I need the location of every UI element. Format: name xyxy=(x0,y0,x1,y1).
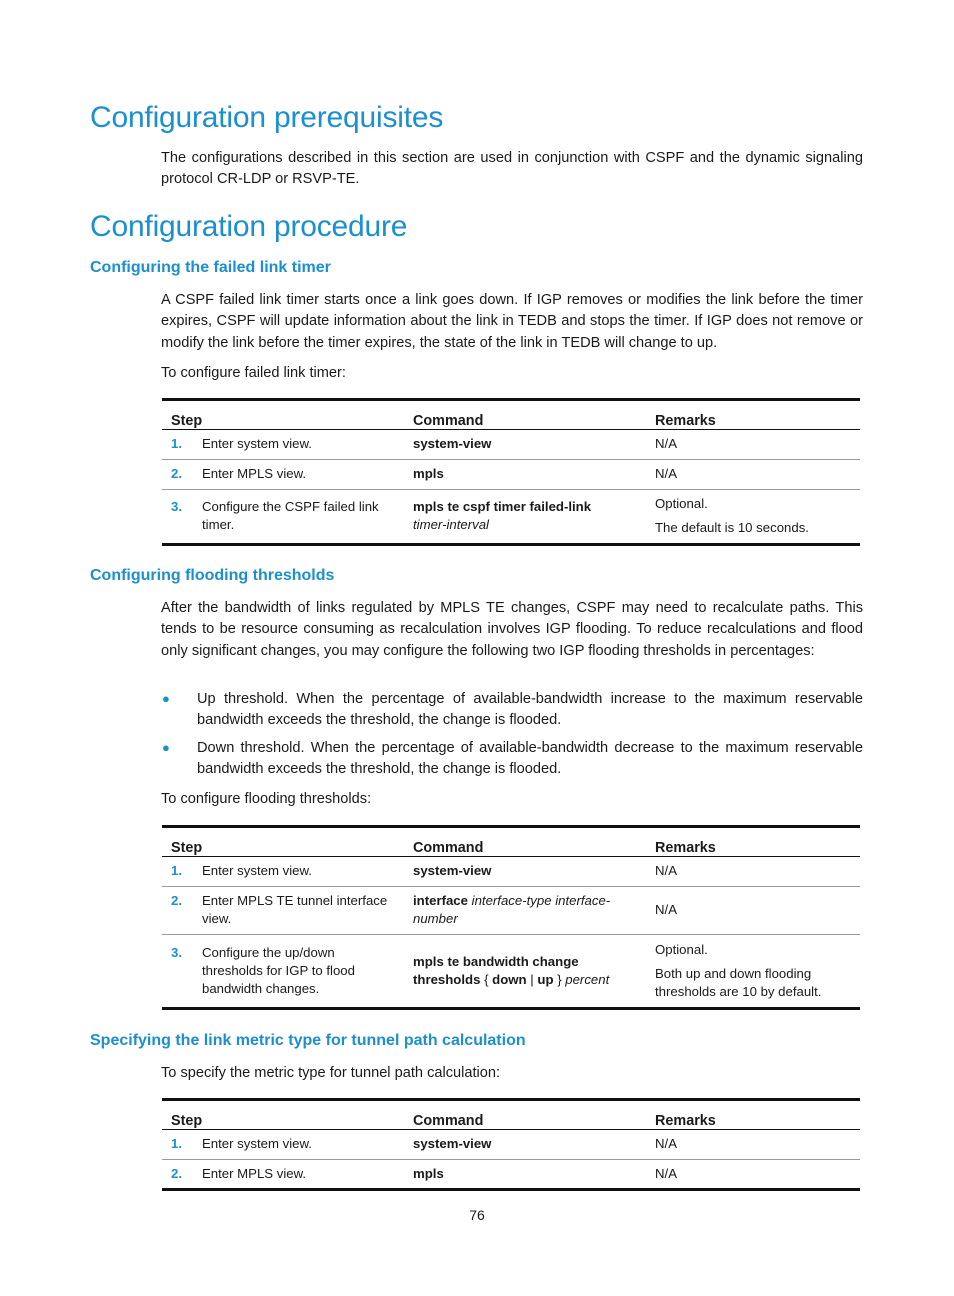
step-number: 1. xyxy=(171,436,182,451)
remarks-header: Remarks xyxy=(646,400,860,430)
bullet-item xyxy=(161,738,863,781)
step-cell xyxy=(162,1130,404,1160)
command-keyword: system-view xyxy=(413,1136,492,1151)
command-cell xyxy=(404,1130,646,1160)
step-text: Enter MPLS view. xyxy=(202,466,307,481)
command-keyword: interface xyxy=(413,893,468,908)
remarks-cell xyxy=(646,430,860,460)
bullet-text: Up threshold. When the percentage of available-bandwidth increase to the maximum reservable bandwidth exceeds the threshold, the change is flooded. xyxy=(197,691,863,729)
step-cell xyxy=(162,430,404,460)
command-argument: interface-type interface-number xyxy=(413,893,611,926)
pipe-separator: | xyxy=(530,971,534,987)
step-cell xyxy=(162,935,404,1009)
flooding-heading: Configuring flooding thresholds xyxy=(90,567,335,584)
metric-heading: Specifying the link metric type for tunnel path calculation xyxy=(90,1032,526,1049)
command-keyword: mpls te bandwidth change thresholds xyxy=(413,953,579,987)
remark-text: The default is 10 seconds. xyxy=(655,520,809,535)
command-argument: percent xyxy=(565,971,610,987)
table-header-row xyxy=(162,400,860,430)
table-row xyxy=(162,490,860,545)
remarks-cell xyxy=(646,887,860,935)
failed-link-text: A CSPF failed link timer starts once a link goes down. If IGP removes or modifies the link before the timer expires, CSPF will update information about the link in TEDB and stops the timer. If IGP does not remove or modify the link before the timer expires, the state of the link in TEDB will change to up. xyxy=(161,292,863,351)
command-cell xyxy=(404,1160,646,1190)
command-header: Command xyxy=(404,1100,646,1130)
remark-text: N/A xyxy=(655,1136,677,1151)
step-text: Configure the CSPF failed link timer. xyxy=(202,499,379,532)
remarks-cell xyxy=(646,460,860,490)
remark-text: Both up and down flooding thresholds are 10 by default. xyxy=(655,965,822,999)
step-cell xyxy=(162,1160,404,1190)
step-text: Enter system view. xyxy=(202,436,312,451)
remarks-header: Remarks xyxy=(646,1100,860,1130)
table-header-row xyxy=(162,827,860,857)
command-cell xyxy=(404,857,646,887)
command-argument: timer-interval xyxy=(413,517,489,532)
command-keyword: up xyxy=(537,971,554,987)
table-row xyxy=(162,887,860,935)
table-row xyxy=(162,1160,860,1190)
step-number: 2. xyxy=(171,893,182,908)
remarks-cell xyxy=(646,1160,860,1190)
command-cell xyxy=(404,490,646,545)
remark-text: N/A xyxy=(655,466,677,481)
prerequisites-text: The configurations described in this section are used in conjunction with CSPF and the dynamic signaling protocol CR-LDP or RSVP-TE. xyxy=(161,150,863,188)
command-keyword: down xyxy=(492,971,527,987)
remark-text: N/A xyxy=(655,436,677,451)
step-header: Step xyxy=(162,1100,404,1130)
remark-text: N/A xyxy=(655,1165,677,1181)
table-row xyxy=(162,935,860,1009)
bullet-icon: ● xyxy=(162,740,170,755)
brace-close: } xyxy=(557,971,562,987)
remarks-cell xyxy=(646,857,860,887)
step-cell xyxy=(162,460,404,490)
flooding-intro: To configure flooding thresholds: xyxy=(161,791,372,807)
failed-link-intro: To configure failed link timer: xyxy=(161,365,346,381)
remark-text: N/A xyxy=(655,863,677,878)
remarks-cell xyxy=(646,490,860,545)
brace-open: { xyxy=(484,971,489,987)
step-text: Enter system view. xyxy=(202,863,312,878)
step-text: Enter MPLS view. xyxy=(202,1165,307,1181)
metric-intro: To specify the metric type for tunnel path calculation: xyxy=(161,1065,501,1081)
step-cell xyxy=(162,857,404,887)
command-keyword: mpls xyxy=(413,466,444,481)
bullet-item xyxy=(161,689,863,732)
command-keyword: mpls te cspf timer failed-link xyxy=(413,499,592,514)
remarks-header: Remarks xyxy=(646,827,860,857)
command-keyword: system-view xyxy=(413,863,492,878)
step-text: Configure the up/down thresholds for IGP to flood bandwidth changes. xyxy=(202,944,355,996)
table-row xyxy=(162,430,860,460)
step-number: 1. xyxy=(171,863,182,878)
step-header: Step xyxy=(162,400,404,430)
bullet-text: Down threshold. When the percentage of available-bandwidth decrease to the maximum reservable bandwidth exceeds the threshold, the change is flooded. xyxy=(197,740,863,778)
command-cell xyxy=(404,460,646,490)
command-cell xyxy=(404,935,646,1009)
command-header: Command xyxy=(404,827,646,857)
command-keyword: system-view xyxy=(413,436,492,451)
command-cell xyxy=(404,430,646,460)
bullet-icon: ● xyxy=(162,691,170,706)
step-number: 3. xyxy=(171,499,182,514)
command-header: Command xyxy=(404,400,646,430)
step-number: 3. xyxy=(171,944,182,960)
failed-link-heading: Configuring the failed link timer xyxy=(90,259,331,276)
remark-text: Optional. xyxy=(655,496,708,511)
procedure-heading: Configuration procedure xyxy=(90,210,408,243)
flooding-table xyxy=(162,825,860,1010)
page-number: 76 xyxy=(469,1207,485,1223)
table-header-row xyxy=(162,1100,860,1130)
remarks-cell xyxy=(646,1130,860,1160)
step-header: Step xyxy=(162,827,404,857)
metric-table xyxy=(162,1098,860,1191)
flooding-text: After the bandwidth of links regulated by MPLS TE changes, CSPF may need to recalculate paths. This tends to be resource consuming as recalculation involves IGP flooding. To reduce recalculations and flood only significant changes, you may configure the following two IGP flooding thresholds in percentages: xyxy=(161,600,863,659)
step-text: Enter system view. xyxy=(202,1136,312,1151)
table-row xyxy=(162,460,860,490)
table-row xyxy=(162,857,860,887)
command-keyword: mpls xyxy=(413,1165,444,1181)
command-cell xyxy=(404,887,646,935)
remarks-cell xyxy=(646,935,860,1009)
remark-text: N/A xyxy=(655,902,677,917)
step-cell xyxy=(162,490,404,545)
step-number: 1. xyxy=(171,1136,182,1151)
step-cell xyxy=(162,887,404,935)
failed-link-table xyxy=(162,398,860,546)
table-row xyxy=(162,1130,860,1160)
step-number: 2. xyxy=(171,1165,182,1181)
step-number: 2. xyxy=(171,466,182,481)
step-text: Enter MPLS TE tunnel interface view. xyxy=(202,893,388,926)
prerequisites-heading: Configuration prerequisites xyxy=(90,101,444,134)
remark-text: Optional. xyxy=(655,941,708,957)
